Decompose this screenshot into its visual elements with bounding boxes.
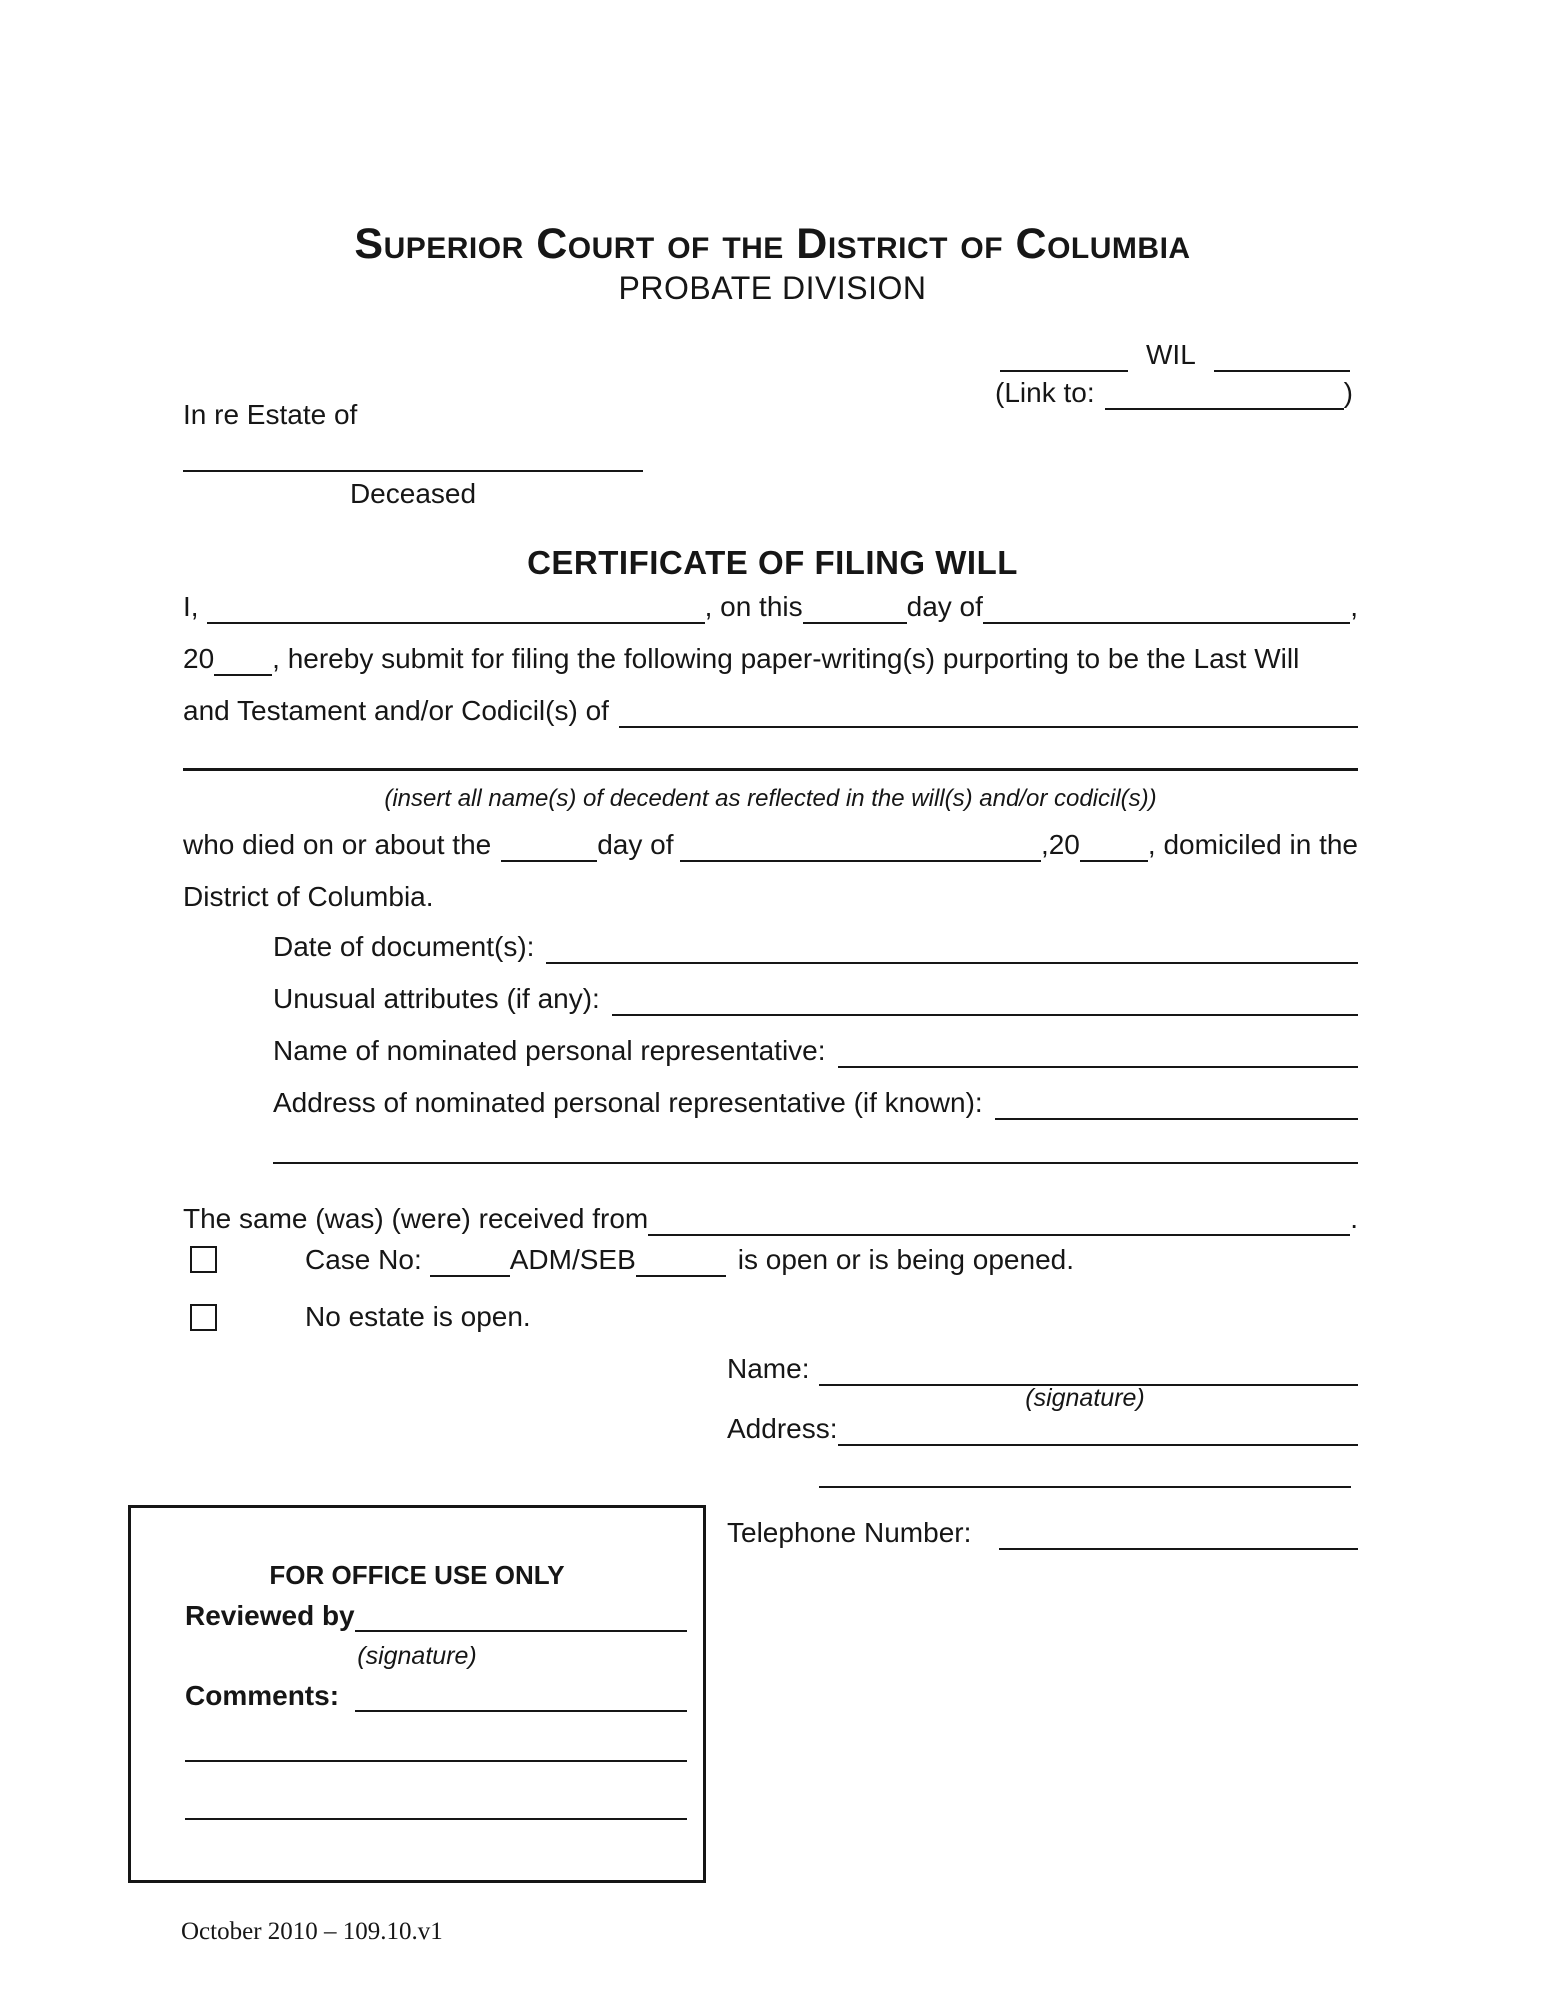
- court-title: Superior Court of the District of Columbia: [354, 220, 1191, 268]
- nominated-rep-address-continuation-line[interactable]: [273, 1138, 1358, 1164]
- in-re-estate-label: In re Estate of: [183, 399, 358, 430]
- signer-address-blank[interactable]: [838, 1443, 1359, 1446]
- intro-i-label: I,: [183, 591, 199, 622]
- case-open-text: is open or is being opened.: [737, 1244, 1074, 1275]
- intro-line-1: [183, 590, 1358, 624]
- nominated-rep-name-label: Name of nominated personal representative:: [273, 1035, 826, 1066]
- unusual-attributes-label: Unusual attributes (if any):: [273, 983, 600, 1014]
- link-to-blank[interactable]: [1105, 407, 1344, 410]
- died-on-label: who died on or about the: [183, 829, 492, 860]
- field-row-nominated-rep-address: [273, 1086, 1358, 1120]
- case-number-row: [1000, 338, 1350, 372]
- comments-continuation-line-1[interactable]: [185, 1736, 687, 1762]
- died-year-prefix: ,20: [1040, 829, 1080, 860]
- link-to-label: (Link to:: [995, 377, 1095, 408]
- link-to-row: [995, 376, 1353, 410]
- adm-seb-label: ADM/SEB: [509, 1244, 636, 1275]
- form-version-footer: October 2010 – 109.10.v1: [181, 1918, 443, 1945]
- case-number-blank[interactable]: [1000, 369, 1128, 372]
- nominated-rep-address-blank[interactable]: [995, 1117, 1358, 1120]
- death-month-blank[interactable]: [680, 859, 1041, 862]
- office-signature-note: (signature): [357, 1642, 477, 1670]
- date-of-documents-label: Date of document(s):: [273, 931, 535, 962]
- signer-name-row: [727, 1352, 1358, 1386]
- case-no-prefix-blank[interactable]: [430, 1274, 510, 1277]
- death-date-line: [183, 828, 1358, 862]
- form-title: CERTIFICATE OF FILING WILL: [527, 544, 1018, 581]
- signer-phone-label: Telephone Number:: [727, 1517, 972, 1548]
- unusual-attributes-blank[interactable]: [612, 1013, 1358, 1016]
- case-open-option-row: [305, 1243, 1358, 1277]
- date-of-documents-blank[interactable]: [546, 961, 1358, 964]
- reviewed-by-blank[interactable]: [355, 1629, 687, 1632]
- case-no-suffix-blank[interactable]: [636, 1274, 726, 1277]
- in-re-estate-row: [183, 398, 357, 432]
- comments-blank[interactable]: [355, 1709, 687, 1712]
- comments-row: [185, 1680, 687, 1712]
- received-from-blank[interactable]: [648, 1233, 1350, 1236]
- filing-day-blank[interactable]: [803, 621, 907, 624]
- wil-label: WIL: [1146, 339, 1196, 370]
- intro-day-of-label: day of: [906, 591, 983, 622]
- signer-phone-row: [727, 1516, 1358, 1550]
- died-day-of-label: day of: [597, 829, 674, 860]
- signer-address-continuation-line[interactable]: [819, 1462, 1351, 1488]
- intro-comma: ,: [1350, 591, 1358, 622]
- death-day-blank[interactable]: [501, 859, 597, 862]
- case-open-checkbox[interactable]: [190, 1246, 217, 1273]
- declarant-name-blank[interactable]: [207, 621, 705, 624]
- district-of-columbia-label: District of Columbia.: [183, 881, 434, 912]
- signer-name-label: Name:: [727, 1353, 810, 1384]
- district-line: [183, 880, 434, 914]
- deceased-label: Deceased: [349, 478, 477, 509]
- intro-line-2: [183, 642, 1358, 676]
- signer-signature-note: (signature): [1025, 1384, 1145, 1412]
- no-estate-option-row: [305, 1300, 531, 1334]
- nominated-rep-name-blank[interactable]: [838, 1065, 1358, 1068]
- decedent-will-name-blank[interactable]: [619, 725, 1358, 728]
- field-row-unusual-attributes: [273, 982, 1358, 1016]
- nominated-rep-address-label: Address of nominated personal representative (if known):: [273, 1087, 983, 1118]
- no-estate-text: No estate is open.: [305, 1301, 531, 1332]
- case-no-label: Case No:: [305, 1244, 422, 1275]
- comments-continuation-line-2[interactable]: [185, 1794, 687, 1820]
- reviewed-by-label: Reviewed by: [185, 1600, 355, 1631]
- received-from-label: The same (was) (were) received from: [183, 1203, 649, 1234]
- no-estate-checkbox[interactable]: [190, 1304, 217, 1331]
- link-to-close-paren: ): [1343, 377, 1353, 408]
- death-year-blank[interactable]: [1080, 859, 1148, 862]
- signer-address-row: [727, 1412, 1358, 1446]
- insert-names-note: (insert all name(s) of decedent as reflected in the will(s) and/or codicil(s)): [384, 785, 1157, 812]
- filing-month-blank[interactable]: [983, 621, 1350, 624]
- signer-address-label: Address:: [727, 1413, 838, 1444]
- intro-line-3-text: and Testament and/or Codicil(s) of: [183, 695, 609, 726]
- decedent-name-continuation-line[interactable]: [183, 741, 1358, 771]
- filing-year-blank[interactable]: [214, 673, 272, 676]
- field-row-date-of-documents: [273, 930, 1358, 964]
- intro-year-prefix: 20: [183, 643, 215, 674]
- signer-phone-blank[interactable]: [999, 1547, 1358, 1550]
- received-from-period: .: [1350, 1203, 1358, 1234]
- received-from-row: [183, 1202, 1358, 1236]
- comments-label: Comments:: [185, 1680, 340, 1711]
- domiciled-label: , domiciled in the: [1147, 829, 1358, 860]
- reviewed-by-row: [185, 1600, 687, 1632]
- intro-line-3: [183, 694, 1358, 728]
- office-use-box: [128, 1505, 706, 1883]
- decedent-name-line[interactable]: [183, 446, 643, 472]
- division-subtitle: PROBATE DIVISION: [618, 270, 927, 306]
- intro-line-2-text: , hereby submit for filing the following paper-writing(s) purporting to be the Last Will: [272, 643, 1300, 674]
- field-row-nominated-rep-name: [273, 1034, 1358, 1068]
- case-number-suffix-blank[interactable]: [1214, 369, 1350, 372]
- intro-on-this-label: , on this: [704, 591, 803, 622]
- office-use-title: FOR OFFICE USE ONLY: [269, 1560, 565, 1590]
